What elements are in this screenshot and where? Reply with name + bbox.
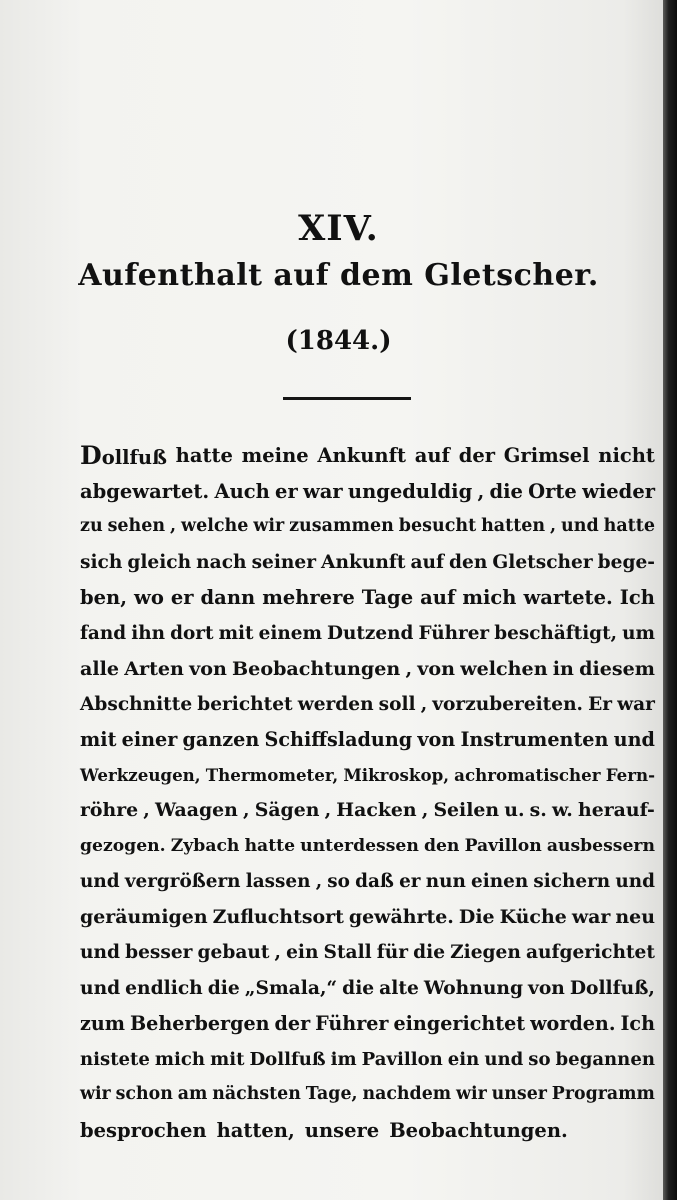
word: von [417,657,456,680]
word: nächsten [212,1084,301,1104]
word: Instrumenten [460,728,609,751]
word: wo [134,586,164,609]
word: s. [529,799,547,821]
word: Seilen [433,799,500,821]
word: , [170,516,177,536]
word: hatten, [216,1118,295,1142]
word: Wohnung [423,976,523,999]
word: daß [355,871,394,892]
word: gebaut [197,942,270,963]
show-through-text [8,78,658,112]
word: bege- [597,551,655,573]
word: Gletscher [492,551,593,573]
word: wir [456,1084,487,1104]
word: , [324,799,332,821]
word: sich [80,551,123,573]
word: Grimsel [503,444,590,467]
word: hatte [244,835,296,856]
word: nistete [80,1048,150,1070]
paragraph-line [80,1042,655,1078]
word: so [528,1048,551,1070]
word: mehrere [262,586,355,609]
paragraph-line [80,935,655,971]
word: ein [286,942,319,963]
word: welchen [460,657,548,680]
word: , [421,799,429,821]
word: hatte [603,516,655,536]
word: u. [504,799,525,821]
word: hatten [481,516,546,536]
word: und [80,976,121,999]
word: lassen [245,871,311,892]
word: von [527,976,565,999]
word: begannen [555,1048,655,1070]
word: seiner [251,551,317,573]
word: mit [218,622,254,644]
word: mit [80,728,117,751]
word: w. [551,799,573,821]
word: Programm [551,1084,655,1104]
word: Die [458,905,495,928]
word: um [622,622,655,644]
word: alle [80,657,120,680]
word: Schiffsladung [264,728,413,751]
word: berichtet [197,693,293,715]
word: Beobachtungen. [389,1118,568,1142]
title-divider [283,397,411,400]
word: wir [253,516,285,536]
word: einem [258,622,322,644]
word: Beobachtungen [232,657,401,680]
word: besprochen [80,1118,207,1142]
word: für [376,942,409,963]
word: Sägen [254,799,320,821]
word: endlich [125,976,203,999]
word: nach [196,551,247,573]
word: „Smala,“ [244,976,338,999]
word: alte [379,976,419,999]
paragraph-line [80,1006,655,1042]
word: und [615,871,655,892]
word: vergrößern [124,871,241,892]
word: soll [378,693,416,715]
word: Auch [214,479,270,503]
word: Zufluchtsort [212,905,344,928]
word: unser [491,1084,547,1104]
word: beschäftigt, [494,622,617,644]
page-edge-shadow [663,0,677,1200]
word: Er [588,693,613,715]
word: , [315,871,323,892]
word: Stall [323,942,372,963]
word: im [330,1048,357,1070]
word: wartete. [523,586,613,609]
word: so [327,871,350,892]
word: , [420,693,428,715]
chapter-paragraph [80,438,655,1148]
paragraph-line [80,1077,655,1113]
word: am [177,1084,208,1104]
word: hatte [175,444,233,467]
word: Beherbergen [130,1012,270,1035]
word: ben, [80,586,128,609]
word: ganzen [182,728,260,751]
word: zusammen [289,516,394,536]
chapter-year: (1844.) [285,326,392,356]
word: gewährte. [348,905,454,928]
word: welche [181,516,249,536]
word: er [170,586,194,609]
word: Orte [528,479,577,503]
word: dann [200,586,256,609]
chapter-number: XIV. [298,208,379,249]
word: worden. [530,1012,616,1035]
word: Dollfuß, [569,976,655,999]
word: schon [115,1084,173,1104]
word: Pavillon [361,1048,443,1070]
word: den [423,835,460,856]
word: besser [125,942,193,963]
word: auf [420,586,456,609]
paragraph-line [80,651,655,687]
word: geräumigen [80,905,208,928]
paragraph-line [80,864,655,900]
word: mich [154,1048,206,1070]
word: war [302,479,343,503]
word: die [207,976,240,999]
word: Ich [620,1012,655,1035]
word: Führer [315,1012,389,1035]
word: diesem [579,657,655,680]
word: neu [615,905,655,928]
word: er [275,479,298,503]
word: Führer [418,622,490,644]
word: nun [425,871,466,892]
word: Dutzend [327,622,414,644]
word: Dollfuß [80,441,167,470]
word: unsere [304,1118,380,1142]
word: Ich [619,586,655,609]
word: , [243,799,250,821]
word: Thermometer, [205,764,339,785]
word: Hacken [336,799,417,821]
word: vorzubereiten. [432,693,584,715]
word: auf [410,551,445,573]
word: achromatischer [454,764,601,785]
paragraph-line [80,474,655,510]
word: nicht [598,444,655,467]
word: Fern- [605,764,655,785]
paragraph-line [80,829,655,865]
word: die [413,942,446,963]
word: gleich [127,551,192,573]
word: der [458,444,496,467]
word: ausbessern [546,835,655,856]
word: fand [80,622,127,644]
word: ihn [131,622,166,644]
paragraph-line [80,758,655,794]
word: Ankunft [317,444,406,467]
word: nachdem [362,1084,452,1104]
word: sichern [533,871,611,892]
paragraph-line [80,793,655,829]
word: einen [471,871,529,892]
word: wieder [582,479,655,503]
word: , [405,657,413,680]
initial-letter: D [80,441,102,470]
word: , [274,942,281,963]
word: wir [80,1084,111,1104]
word: abgewartet. [80,479,210,503]
word: Mikroskop, [343,764,450,785]
word: auf [414,444,450,467]
word: Tage [361,586,414,609]
word: gezogen. [80,835,166,856]
paragraph-line [80,1113,655,1149]
paragraph-line [80,900,655,936]
word: zu [80,516,103,536]
word: und [484,1048,524,1070]
word: , [477,479,485,503]
word: Ankunft [321,551,406,573]
word: die [342,976,375,999]
word: und [561,516,599,536]
word: einer [121,728,178,751]
word: unterdessen [300,835,419,856]
word: der [274,1012,311,1035]
word: die [489,479,523,503]
word: besucht [398,516,477,536]
word: war [617,693,655,715]
word: ein [447,1048,480,1070]
word: und [613,728,655,751]
word: aufgerichtet [525,942,655,963]
word: dort [170,622,214,644]
word: mich [462,586,517,609]
word: in [552,657,574,680]
word: Ziegen [450,942,521,963]
word: herauf- [577,799,655,821]
chapter-title: Aufenthalt auf dem Gletscher. [78,258,599,293]
paragraph-line [80,616,655,652]
word: von [189,657,227,680]
word: Werkzeugen, [80,764,201,785]
word: ungeduldig [347,479,473,503]
paragraph-line [80,545,655,581]
paragraph-line [80,580,655,616]
word: war [571,905,611,928]
word: Küche [499,905,567,928]
paragraph-line [80,722,655,758]
paragraph-line [80,509,655,545]
word: den [449,551,488,573]
word: mit [210,1048,245,1070]
word: er [399,871,421,892]
word: , [143,799,150,821]
word: Pavillon [464,835,542,856]
word: meine [241,444,309,467]
word: , [550,516,557,536]
word: und [80,942,121,963]
word: zum [80,1012,126,1035]
word: Abschnitte [80,693,193,715]
word: Waagen [155,799,238,821]
word: Arten [124,657,184,680]
word: Dollfuß [249,1048,326,1070]
word: werden [297,693,374,715]
word: röhre [80,799,139,821]
word: von [417,728,456,751]
word: und [80,871,120,892]
word: Zybach [170,835,240,856]
word: sehen [107,516,166,536]
paragraph-line [80,971,655,1007]
paragraph-line [80,438,655,474]
word: Tage, [305,1084,358,1104]
word: eingerichtet [393,1012,526,1035]
paragraph-line [80,687,655,723]
